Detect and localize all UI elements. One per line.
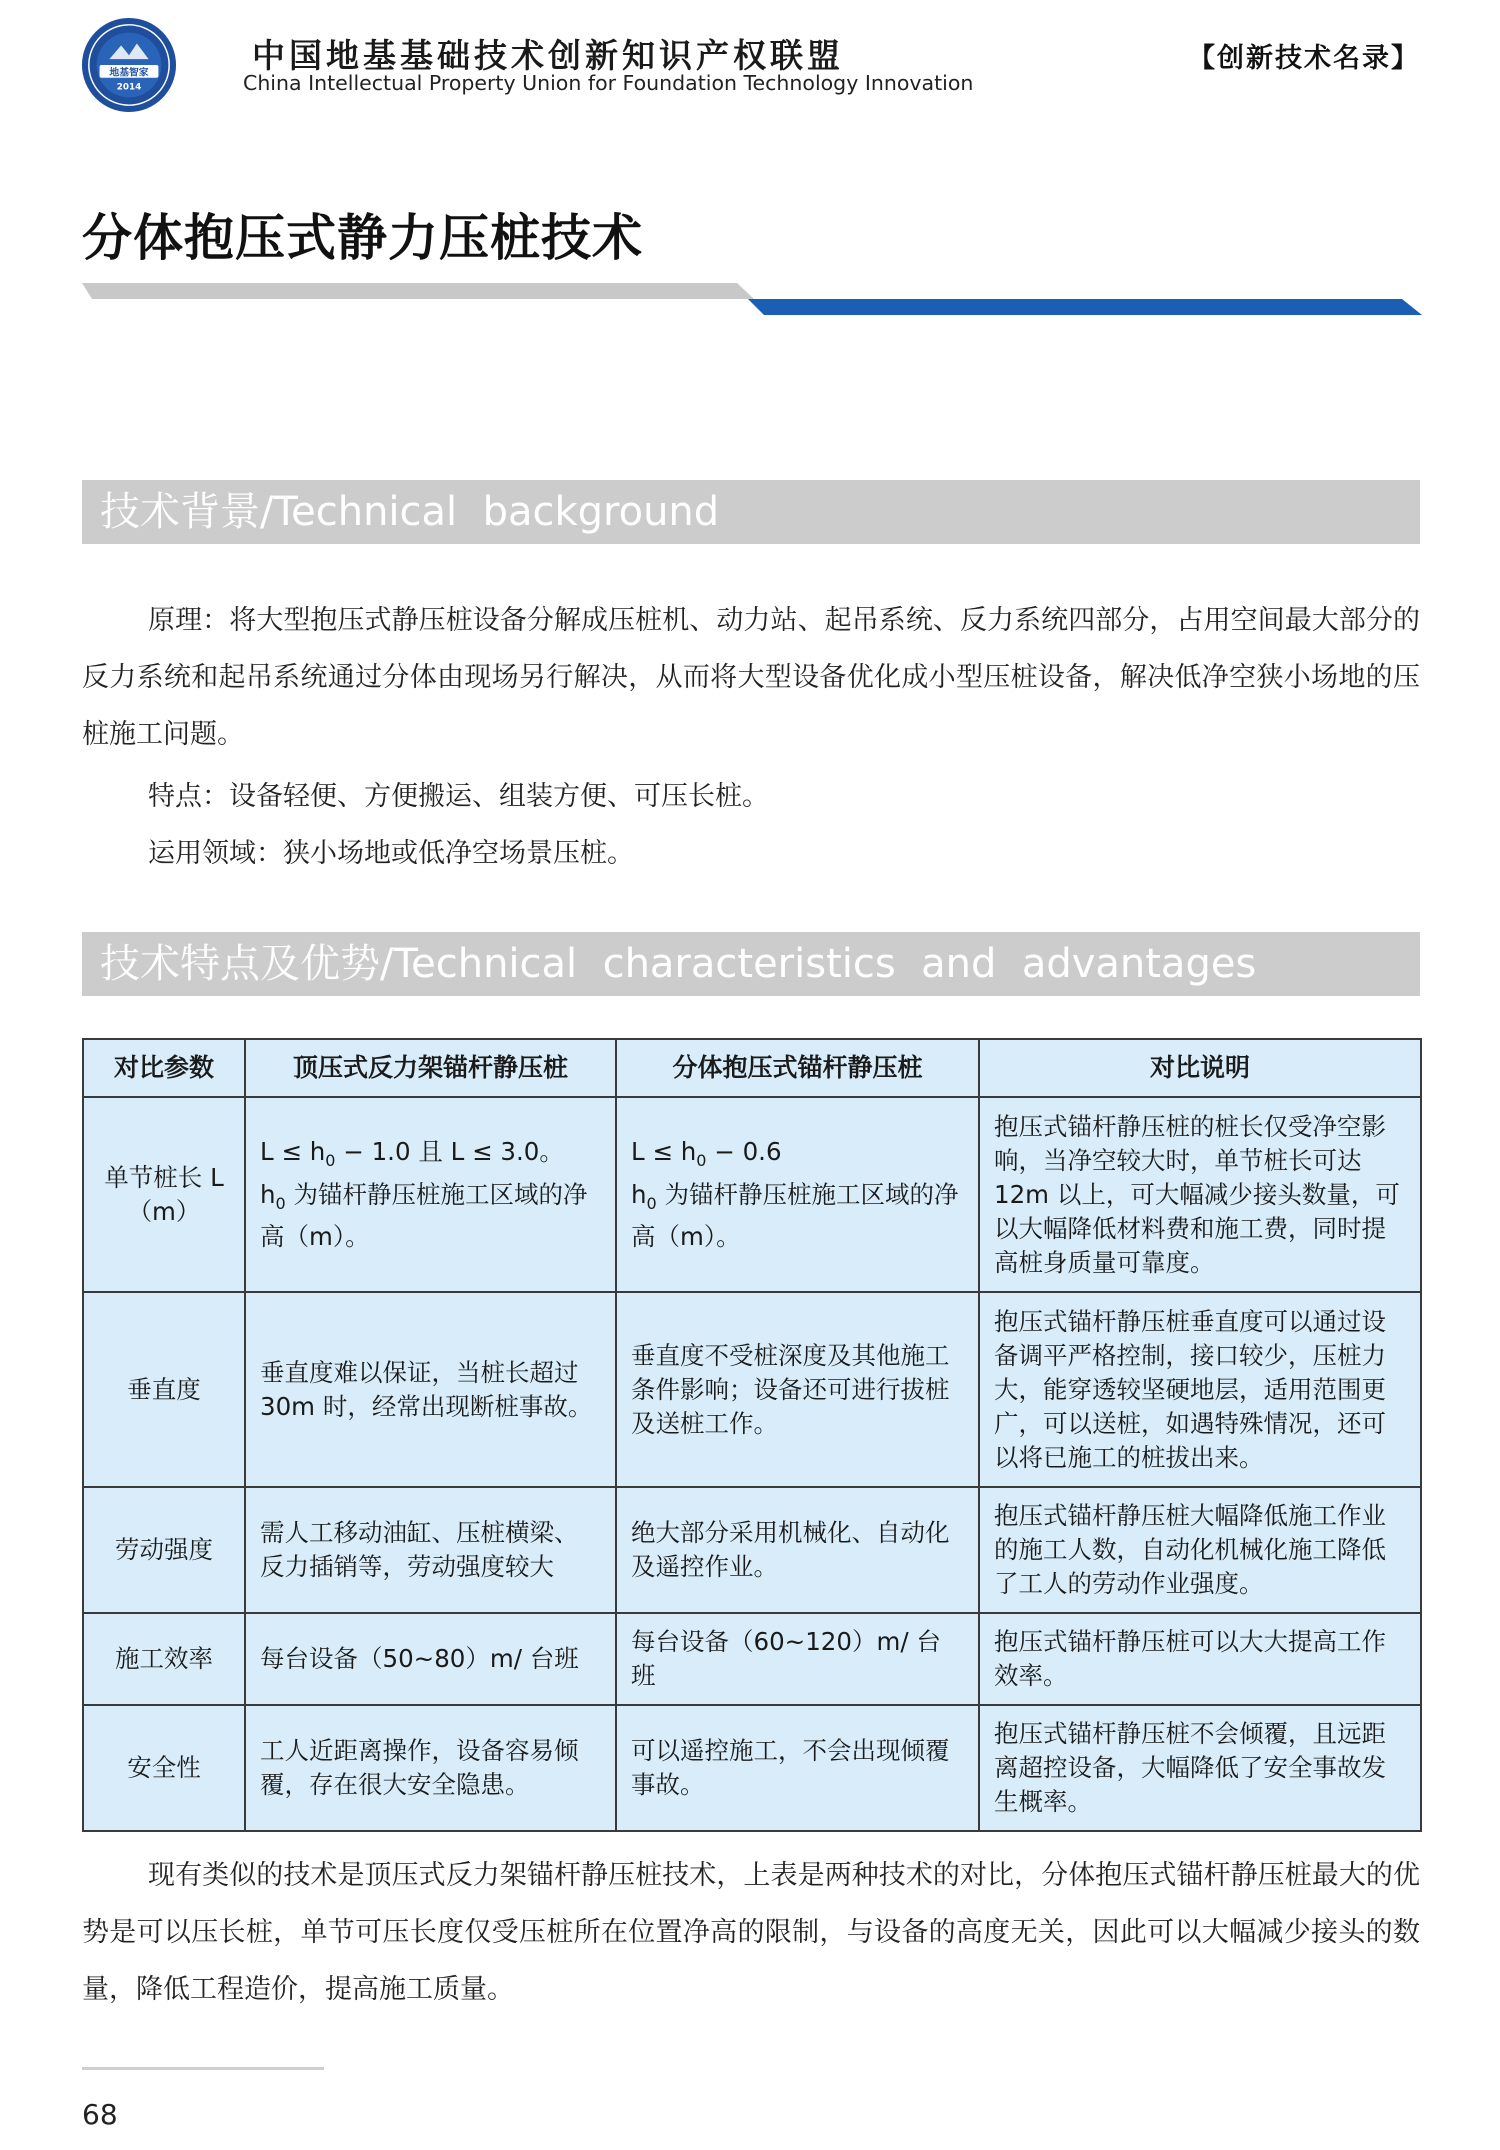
table-row xyxy=(83,1613,1421,1705)
param-cell: 施工效率 xyxy=(83,1613,245,1705)
features-line: 特点：设备轻便、方便搬运、组装方便、可压长桩。 xyxy=(148,781,769,812)
comparison-table xyxy=(82,1038,1422,1832)
table-row xyxy=(83,1705,1421,1831)
param-cell: 单节桩长 L（m） xyxy=(83,1097,245,1292)
logo-text: 地基智家 xyxy=(109,67,149,79)
note-cell: 抱压式锚杆静压桩的桩长仅受净空影响，当净空较大时，单节桩长可达 12m 以上，可大幅减少接头数量，可以大幅降低材料费和施工费，同时提高桩身质量可靠度。 xyxy=(979,1097,1421,1292)
header-param: 对比参数 xyxy=(83,1039,245,1097)
param-cell: 劳动强度 xyxy=(83,1487,245,1613)
note-cell: 抱压式锚杆静压桩垂直度可以通过设备调平严格控制，接口较少，压桩力大，能穿透较坚硬地层，适用范围更广，可以送桩，如遇特殊情况，还可以将已施工的桩拔出来。 xyxy=(979,1292,1421,1487)
top-pressure-cell: 每台设备（50~80）m/ 台班 xyxy=(245,1613,616,1705)
alliance-logo xyxy=(80,16,178,114)
top-pressure-cell: $L \le h_0 - 1.0$ 且 L ≤ 3.0。 $h_0$ 为锚杆静压桩施工区域的净高（m）。 xyxy=(245,1097,616,1292)
table-header-row xyxy=(83,1039,1421,1097)
note-cell: 抱压式锚杆静压桩不会倾覆，且远距离超控设备，大幅降低了安全事故发生概率。 xyxy=(979,1705,1421,1831)
note-cell: 抱压式锚杆静压桩大幅降低施工作业的施工人数，自动化机械化施工降低了工人的劳动作业强度。 xyxy=(979,1487,1421,1613)
param-cell: 安全性 xyxy=(83,1705,245,1831)
table-row xyxy=(83,1292,1421,1487)
catalog-label: 【创新技术名录】 xyxy=(1188,43,1420,74)
page-header xyxy=(0,0,1500,110)
org-name-cn: 中国地基基础技术创新知识产权联盟 xyxy=(252,36,844,75)
split-hold-cell: 绝大部分采用机械化、自动化及遥控作业。 xyxy=(616,1487,979,1613)
header-top-pressure: 顶压式反力架锚杆静压桩 xyxy=(245,1039,616,1097)
table-row xyxy=(83,1097,1421,1292)
split-hold-cell: 可以遥控施工，不会出现倾覆事故。 xyxy=(616,1705,979,1831)
note-cell: 抱压式锚杆静压桩可以大大提高工作效率。 xyxy=(979,1613,1421,1705)
table-row xyxy=(83,1487,1421,1613)
top-pressure-cell: 工人近距离操作，设备容易倾覆，存在很大安全隐患。 xyxy=(245,1705,616,1831)
split-hold-cell: 垂直度不受桩深度及其他施工条件影响；设备还可进行拔桩及送桩工作。 xyxy=(616,1292,979,1487)
logo-year: 2014 xyxy=(116,82,142,93)
top-pressure-cell: 需人工移动油缸、压桩横梁、反力插销等，劳动强度较大 xyxy=(245,1487,616,1613)
application-line: 运用领域：狭小场地或低净空场景压桩。 xyxy=(148,838,634,869)
page-number: 68 xyxy=(82,2098,118,2131)
top-pressure-cell: 垂直度难以保证，当桩长超过 30m 时，经常出现断桩事故。 xyxy=(245,1292,616,1487)
split-hold-cell: $L \le h_0 - 0.6$ $h_0$ 为锚杆静压桩施工区域的净高（m）。 xyxy=(616,1097,979,1292)
conclusion-paragraph: 现有类似的技术是顶压式反力架锚杆静压桩技术，上表是两种技术的对比，分体抱压式锚杆静压桩最大的优势是可以压长桩，单节可压长度仅受压桩所在位置净高的限制，与设备的高度无关，因此可以大幅减少接头的数量，降低工程造价，提高施工质量。 xyxy=(82,1860,1420,2005)
header-split-hold: 分体抱压式锚杆静压桩 xyxy=(616,1039,979,1097)
section-heading-background: 技术背景/Technical background xyxy=(82,480,1420,544)
section-heading-advantages: 技术特点及优势/Technical characteristics and advantages xyxy=(82,932,1420,996)
footer-rule xyxy=(82,2067,324,2070)
page-title: 分体抱压式静力压桩技术 xyxy=(82,209,643,267)
split-hold-cell: 每台设备（60~120）m/ 台班 xyxy=(616,1613,979,1705)
header-note: 对比说明 xyxy=(979,1039,1421,1097)
org-name-en: China Intellectual Property Union for Foundation Technology Innovation xyxy=(243,71,974,95)
param-cell: 垂直度 xyxy=(83,1292,245,1487)
principle-paragraph: 原理：将大型抱压式静压桩设备分解成压桩机、动力站、起吊系统、反力系统四部分，占用空间最大部分的反力系统和起吊系统通过分体由现场另行解决，从而将大型设备优化成小型压桩设备，解决低净空狭小场地的压桩施工问题。 xyxy=(82,605,1420,750)
title-underline xyxy=(82,283,1422,315)
